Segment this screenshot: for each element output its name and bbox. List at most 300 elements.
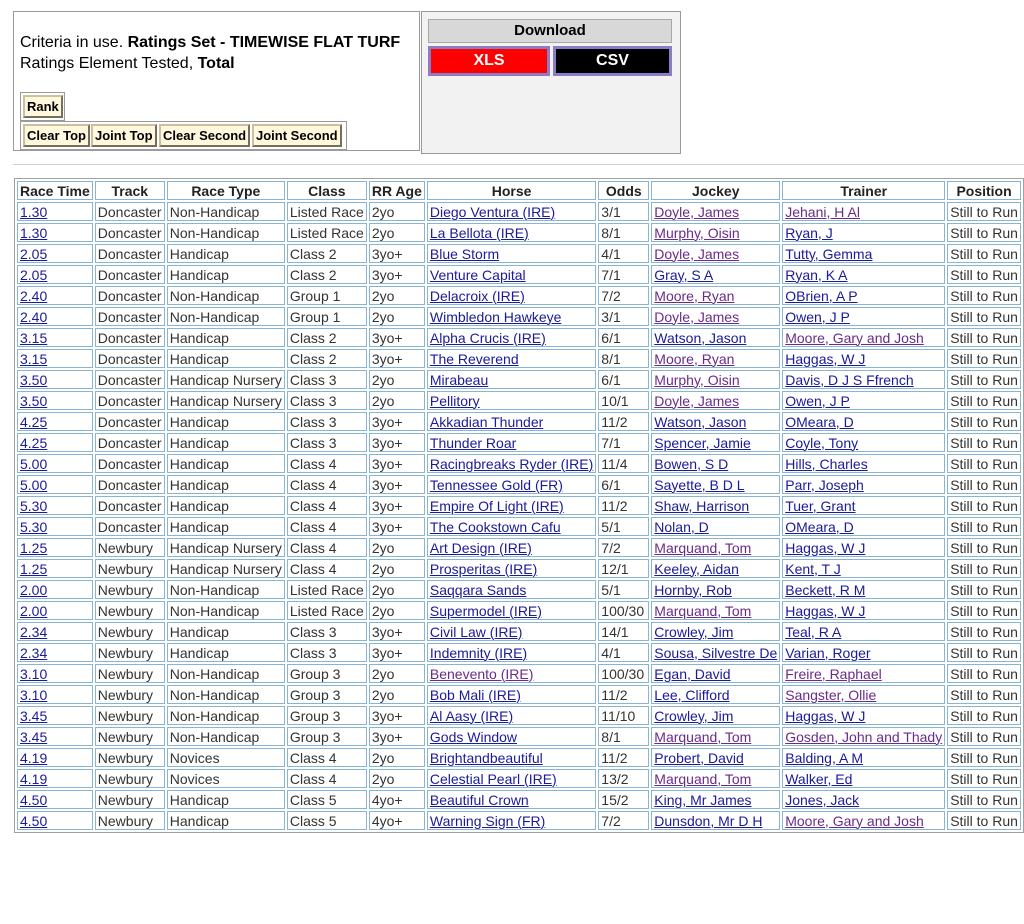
horse-link[interactable]: Indemnity (IRE) [429, 644, 528, 661]
jockey-link[interactable]: Lee, Clifford [654, 686, 730, 703]
jockey-link[interactable]: Marquand, Tom [654, 602, 752, 619]
column-header-horse: Horse [427, 181, 596, 200]
cell-position: Still to Run [947, 475, 1021, 494]
trainer-link[interactable]: Owen, J P [785, 308, 850, 325]
race-time-link[interactable]: 1.30 [20, 224, 48, 241]
cell-class: Class 3 [287, 643, 367, 662]
cell-horse [427, 727, 596, 746]
cell-race-time [17, 790, 93, 809]
criteria-panel [13, 11, 420, 151]
race-time-link[interactable]: 4.19 [20, 749, 48, 766]
xls-download-button[interactable]: XLS [428, 46, 550, 76]
cell-race-time [17, 328, 93, 347]
cell-track: Newbury [95, 601, 165, 620]
race-time-link[interactable]: 1.30 [20, 203, 48, 220]
race-time-link[interactable]: 2.00 [20, 602, 48, 619]
cell-trainer [782, 790, 945, 809]
cell-jockey [651, 391, 780, 410]
cell-odds: 11/4 [598, 454, 649, 473]
horse-link[interactable]: Al Aasy (IRE) [429, 707, 514, 724]
cell-trainer [782, 265, 945, 284]
horse-link[interactable]: Venture Capital [429, 266, 526, 283]
jockey-link[interactable]: Dunsdon, Mr D H [654, 812, 763, 829]
horse-link[interactable]: Mirabeau [429, 371, 489, 388]
cell-jockey [651, 349, 780, 368]
cell-trainer [782, 307, 945, 326]
cell-position: Still to Run [947, 580, 1021, 599]
trainer-link[interactable]: Varian, Roger [785, 644, 871, 661]
race-time-link[interactable]: 4.25 [20, 434, 48, 451]
jockey-link[interactable]: Bowen, S D [654, 455, 729, 472]
cell-rr-age: 2yo [369, 559, 425, 578]
cell-odds: 4/1 [598, 244, 649, 263]
cell-trainer [782, 811, 945, 830]
cell-position: Still to Run [947, 433, 1021, 452]
trainer-link[interactable]: Haggas, W J [785, 350, 866, 367]
cell-rr-age: 2yo [369, 286, 425, 305]
cell-horse [427, 286, 596, 305]
cell-class: Class 2 [287, 328, 367, 347]
cell-race-time [17, 622, 93, 641]
cell-position: Still to Run [947, 601, 1021, 620]
race-time-link[interactable]: 3.10 [20, 665, 48, 682]
cell-rr-age: 3yo+ [369, 328, 425, 347]
cell-track: Doncaster [95, 244, 165, 263]
jockey-link[interactable]: Nolan, D [654, 518, 709, 535]
cell-class: Class 4 [287, 496, 367, 515]
horse-link[interactable]: Delacroix (IRE) [429, 287, 525, 304]
horse-link[interactable]: Diego Ventura (IRE) [429, 203, 556, 220]
cell-horse [427, 475, 596, 494]
cell-odds: 6/1 [598, 475, 649, 494]
horse-link[interactable]: Bob Mali (IRE) [429, 686, 521, 703]
race-time-link[interactable]: 5.00 [20, 455, 48, 472]
trainer-link[interactable]: Walker, Ed [785, 770, 853, 787]
cell-race-time [17, 349, 93, 368]
cell-track: Newbury [95, 664, 165, 683]
cell-horse [427, 307, 596, 326]
cell-class: Class 4 [287, 454, 367, 473]
jockey-link[interactable]: Watson, Jason [654, 329, 747, 346]
cell-race-time [17, 538, 93, 557]
jockey-link[interactable]: Crowley, Jim [654, 623, 734, 640]
trainer-link[interactable]: OMeara, D [785, 413, 854, 430]
trainer-link[interactable]: Hills, Charles [785, 455, 868, 472]
cell-race-time [17, 559, 93, 578]
cell-odds: 11/2 [598, 685, 649, 704]
horse-link[interactable]: Brightandbeautiful [429, 749, 543, 766]
table-row [17, 433, 1021, 452]
trainer-link[interactable]: Beckett, R M [785, 581, 866, 598]
race-time-link[interactable]: 4.25 [20, 413, 48, 430]
cell-class: Class 3 [287, 391, 367, 410]
cell-race-time [17, 601, 93, 620]
cell-jockey [651, 559, 780, 578]
jockey-link[interactable]: Sousa, Silvestre De [654, 644, 778, 661]
race-time-link[interactable]: 3.45 [20, 728, 48, 745]
joint-second-button[interactable]: Joint Second [252, 124, 342, 147]
cell-race-type: Handicap [167, 622, 285, 641]
jockey-link[interactable]: Doyle, James [654, 203, 740, 220]
cell-class: Listed Race [287, 202, 367, 221]
horse-link[interactable]: Saqqara Sands [429, 581, 527, 598]
cell-trainer [782, 643, 945, 662]
horse-link[interactable]: Racingbreaks Ryder (IRE) [429, 455, 594, 472]
horse-link[interactable]: Civil Law (IRE) [429, 623, 523, 640]
cell-jockey [651, 307, 780, 326]
cell-track: Doncaster [95, 391, 165, 410]
jockey-link[interactable]: Marquand, Tom [654, 728, 752, 745]
cell-position: Still to Run [947, 370, 1021, 389]
column-header-track: Track [95, 181, 165, 200]
cell-rr-age: 3yo+ [369, 433, 425, 452]
horse-link[interactable]: Celestial Pearl (IRE) [429, 770, 557, 787]
joint-top-button[interactable]: Joint Top [91, 124, 157, 147]
cell-position: Still to Run [947, 517, 1021, 536]
cell-class: Group 3 [287, 727, 367, 746]
cell-race-type: Handicap [167, 412, 285, 431]
horse-link[interactable]: Wimbledon Hawkeye [429, 308, 562, 325]
horse-link[interactable]: The Reverend [429, 350, 519, 367]
jockey-link[interactable]: Crowley, Jim [654, 707, 734, 724]
cell-jockey [651, 727, 780, 746]
table-row [17, 223, 1021, 242]
race-time-link[interactable]: 2.05 [20, 266, 48, 283]
cell-odds: 6/1 [598, 370, 649, 389]
trainer-link[interactable]: Jones, Jack [785, 791, 860, 808]
trainer-link[interactable]: Tuer, Grant [785, 497, 856, 514]
horse-link[interactable]: Blue Storm [429, 245, 500, 262]
jockey-link[interactable]: Moore, Ryan [654, 350, 735, 367]
race-time-link[interactable]: 3.15 [20, 350, 48, 367]
jockey-link[interactable]: Moore, Ryan [654, 287, 735, 304]
jockey-link[interactable]: Hornby, Rob [654, 581, 732, 598]
table-row [17, 769, 1021, 788]
cell-horse [427, 643, 596, 662]
cell-race-type: Non-Handicap [167, 685, 285, 704]
race-time-link[interactable]: 5.30 [20, 518, 48, 535]
cell-odds: 3/1 [598, 307, 649, 326]
race-time-link[interactable]: 4.19 [20, 770, 48, 787]
cell-class: Class 4 [287, 475, 367, 494]
cell-track: Newbury [95, 769, 165, 788]
cell-trainer [782, 769, 945, 788]
cell-odds: 8/1 [598, 349, 649, 368]
cell-jockey [651, 433, 780, 452]
race-time-link[interactable]: 4.50 [20, 791, 48, 808]
cell-jockey [651, 580, 780, 599]
trainer-link[interactable]: Moore, Gary and Josh [785, 329, 924, 346]
horse-link[interactable]: Warning Sign (FR) [429, 812, 546, 829]
table-row [17, 265, 1021, 284]
cell-trainer [782, 601, 945, 620]
jockey-link[interactable]: Marquand, Tom [654, 770, 752, 787]
race-time-link[interactable]: 3.10 [20, 686, 48, 703]
cell-horse [427, 370, 596, 389]
cell-trainer [782, 349, 945, 368]
horse-link[interactable]: La Bellota (IRE) [429, 224, 529, 241]
header-row [17, 181, 1021, 200]
horse-link[interactable]: Alpha Crucis (IRE) [429, 329, 546, 346]
cell-trainer [782, 286, 945, 305]
table-row [17, 202, 1021, 221]
cell-position: Still to Run [947, 328, 1021, 347]
trainer-link[interactable]: Gosden, John and Thady [785, 728, 943, 745]
trainer-link[interactable]: Haggas, W J [785, 707, 866, 724]
cell-class: Class 4 [287, 748, 367, 767]
horse-link[interactable]: Prosperitas (IRE) [429, 560, 538, 577]
cell-trainer [782, 475, 945, 494]
cell-horse [427, 559, 596, 578]
cell-race-type: Non-Handicap [167, 202, 285, 221]
ratings-element: Total [197, 55, 235, 72]
column-header-position: Position [947, 181, 1021, 200]
cell-position: Still to Run [947, 223, 1021, 242]
horse-link[interactable]: Tennessee Gold (FR) [429, 476, 563, 493]
cell-horse [427, 790, 596, 809]
cell-odds: 100/30 [598, 664, 649, 683]
race-time-link[interactable]: 3.15 [20, 329, 48, 346]
column-header-race-type: Race Type [167, 181, 285, 200]
cell-rr-age: 3yo+ [369, 706, 425, 725]
cell-odds: 12/1 [598, 559, 649, 578]
trainer-link[interactable]: Owen, J P [785, 392, 850, 409]
horse-link[interactable]: Supermodel (IRE) [429, 602, 542, 619]
trainer-link[interactable]: Haggas, W J [785, 539, 866, 556]
criteria-line [20, 34, 400, 52]
jockey-link[interactable]: Marquand, Tom [654, 539, 752, 556]
cell-rr-age: 2yo [369, 370, 425, 389]
jockey-link[interactable]: King, Mr James [654, 791, 752, 808]
cell-horse [427, 454, 596, 473]
race-time-link[interactable]: 3.50 [20, 392, 48, 409]
column-header-jockey: Jockey [651, 181, 780, 200]
cell-rr-age: 2yo [369, 685, 425, 704]
race-time-link[interactable]: 4.50 [20, 812, 48, 829]
cell-position: Still to Run [947, 244, 1021, 263]
cell-jockey [651, 475, 780, 494]
race-time-link[interactable]: 2.00 [20, 581, 48, 598]
cell-class: Class 4 [287, 769, 367, 788]
horse-link[interactable]: Beautiful Crown [429, 791, 529, 808]
cell-position: Still to Run [947, 496, 1021, 515]
cell-race-time [17, 748, 93, 767]
horse-link[interactable]: Thunder Roar [429, 434, 517, 451]
race-time-link[interactable]: 1.25 [20, 539, 48, 556]
cell-jockey [651, 748, 780, 767]
cell-trainer [782, 748, 945, 767]
cell-trainer [782, 727, 945, 746]
horse-link[interactable]: The Cookstown Cafu [429, 518, 561, 535]
cell-trainer [782, 391, 945, 410]
table-row [17, 391, 1021, 410]
jockey-link[interactable]: Doyle, James [654, 245, 740, 262]
cell-jockey [651, 601, 780, 620]
cell-jockey [651, 664, 780, 683]
cell-horse [427, 349, 596, 368]
race-time-link[interactable]: 2.05 [20, 245, 48, 262]
jockey-link[interactable]: Sayette, B D L [654, 476, 745, 493]
cell-position: Still to Run [947, 664, 1021, 683]
jockey-link[interactable]: Shaw, Harrison [654, 497, 750, 514]
trainer-link[interactable]: Ryan, J [785, 224, 833, 241]
cell-track: Doncaster [95, 349, 165, 368]
clear-top-button[interactable]: Clear Top [23, 124, 90, 147]
jockey-link[interactable]: Murphy, Oisin [654, 371, 740, 388]
cell-odds: 100/30 [598, 601, 649, 620]
trainer-link[interactable]: Parr, Joseph [785, 476, 864, 493]
race-time-link[interactable]: 2.40 [20, 287, 48, 304]
cell-odds: 7/2 [598, 538, 649, 557]
trainer-link[interactable]: Ryan, K A [785, 266, 848, 283]
cell-position: Still to Run [947, 307, 1021, 326]
cell-jockey [651, 622, 780, 641]
horse-link[interactable]: Art Design (IRE) [429, 539, 532, 556]
cell-race-type: Handicap [167, 265, 285, 284]
cell-rr-age: 2yo [369, 601, 425, 620]
cell-trainer [782, 412, 945, 431]
cell-race-time [17, 664, 93, 683]
cell-trainer [782, 622, 945, 641]
race-time-link[interactable]: 2.34 [20, 623, 48, 640]
cell-jockey [651, 790, 780, 809]
horse-link[interactable]: Gods Window [429, 728, 518, 745]
race-time-link[interactable]: 5.30 [20, 497, 48, 514]
table-row [17, 601, 1021, 620]
cell-position: Still to Run [947, 202, 1021, 221]
horse-link[interactable]: Empire Of Light (IRE) [429, 497, 564, 514]
table-row [17, 664, 1021, 683]
table-row [17, 286, 1021, 305]
trainer-link[interactable]: Teal, R A [785, 623, 842, 640]
table-row [17, 727, 1021, 746]
race-time-link[interactable]: 3.50 [20, 371, 48, 388]
cell-position: Still to Run [947, 265, 1021, 284]
horse-link[interactable]: Benevento (IRE) [429, 665, 534, 682]
horse-link[interactable]: Pellitory [429, 392, 480, 409]
cell-horse [427, 706, 596, 725]
cell-rr-age: 3yo+ [369, 454, 425, 473]
column-header-race-time: Race Time [17, 181, 93, 200]
cell-trainer [782, 496, 945, 515]
cell-horse [427, 412, 596, 431]
race-time-link[interactable]: 2.40 [20, 308, 48, 325]
cell-trainer [782, 454, 945, 473]
jockey-link[interactable]: Keeley, Aidan [654, 560, 739, 577]
cell-odds: 8/1 [598, 727, 649, 746]
trainer-link[interactable]: OMeara, D [785, 518, 854, 535]
jockey-link[interactable]: Probert, David [654, 749, 744, 766]
cell-race-time [17, 286, 93, 305]
cell-rr-age: 2yo [369, 580, 425, 599]
cell-jockey [651, 412, 780, 431]
column-header-trainer: Trainer [782, 181, 945, 200]
trainer-link[interactable]: OBrien, A P [785, 287, 858, 304]
trainer-link[interactable]: Jehani, H Al [785, 203, 860, 220]
csv-download-button[interactable]: CSV [553, 46, 672, 76]
jockey-link[interactable]: Murphy, Oisin [654, 224, 740, 241]
table-row [17, 496, 1021, 515]
trainer-link[interactable]: Haggas, W J [785, 602, 866, 619]
cell-trainer [782, 538, 945, 557]
cell-trainer [782, 328, 945, 347]
cell-odds: 5/1 [598, 580, 649, 599]
cell-race-type: Handicap [167, 790, 285, 809]
cell-class: Class 3 [287, 370, 367, 389]
cell-race-type: Handicap [167, 517, 285, 536]
trainer-link[interactable]: Sangster, Ollie [785, 686, 877, 703]
cell-class: Group 1 [287, 307, 367, 326]
race-time-link[interactable]: 2.34 [20, 644, 48, 661]
race-time-link[interactable]: 3.45 [20, 707, 48, 724]
cell-trainer [782, 664, 945, 683]
jockey-link[interactable]: Watson, Jason [654, 413, 747, 430]
cell-jockey [651, 244, 780, 263]
cell-track: Newbury [95, 643, 165, 662]
trainer-link[interactable]: Coyle, Tony [785, 434, 859, 451]
cell-rr-age: 2yo [369, 202, 425, 221]
cell-position: Still to Run [947, 727, 1021, 746]
trainer-link[interactable]: Davis, D J S Ffrench [785, 371, 914, 388]
jockey-link[interactable]: Doyle, James [654, 308, 740, 325]
cell-race-type: Handicap [167, 454, 285, 473]
jockey-link[interactable]: Egan, David [654, 665, 731, 682]
trainer-link[interactable]: Balding, A M [785, 749, 864, 766]
cell-position: Still to Run [947, 622, 1021, 641]
cell-track: Doncaster [95, 433, 165, 452]
jockey-link[interactable]: Gray, S A [654, 266, 714, 283]
cell-class: Listed Race [287, 580, 367, 599]
cell-race-time [17, 727, 93, 746]
table-row [17, 790, 1021, 809]
race-time-link[interactable]: 1.25 [20, 560, 48, 577]
jockey-link[interactable]: Spencer, Jamie [654, 434, 751, 451]
cell-position: Still to Run [947, 454, 1021, 473]
cell-track: Newbury [95, 685, 165, 704]
cell-class: Class 5 [287, 811, 367, 830]
trainer-link[interactable]: Moore, Gary and Josh [785, 812, 924, 829]
trainer-link[interactable]: Freire, Raphael [785, 665, 882, 682]
cell-track: Newbury [95, 706, 165, 725]
cell-class: Class 3 [287, 433, 367, 452]
cell-rr-age: 3yo+ [369, 727, 425, 746]
trainer-link[interactable]: Kent, T J [785, 560, 841, 577]
cell-class: Listed Race [287, 601, 367, 620]
cell-odds: 7/2 [598, 811, 649, 830]
cell-track: Doncaster [95, 412, 165, 431]
jockey-link[interactable]: Doyle, James [654, 392, 740, 409]
rank-button[interactable]: Rank [23, 95, 63, 118]
race-time-link[interactable]: 5.00 [20, 476, 48, 493]
cell-class: Class 2 [287, 349, 367, 368]
cell-rr-age: 2yo [369, 769, 425, 788]
table-row [17, 454, 1021, 473]
cell-jockey [651, 202, 780, 221]
cell-race-time [17, 496, 93, 515]
cell-jockey [651, 769, 780, 788]
clear-second-button[interactable]: Clear Second [159, 124, 250, 147]
cell-odds: 8/1 [598, 223, 649, 242]
horse-link[interactable]: Akkadian Thunder [429, 413, 544, 430]
cell-track: Doncaster [95, 265, 165, 284]
cell-race-type: Handicap Nursery [167, 559, 285, 578]
cell-position: Still to Run [947, 769, 1021, 788]
cell-trainer [782, 223, 945, 242]
trainer-link[interactable]: Tutty, Gemma [785, 245, 873, 262]
download-title: Download [428, 19, 672, 43]
cell-class: Class 4 [287, 559, 367, 578]
cell-track: Doncaster [95, 307, 165, 326]
